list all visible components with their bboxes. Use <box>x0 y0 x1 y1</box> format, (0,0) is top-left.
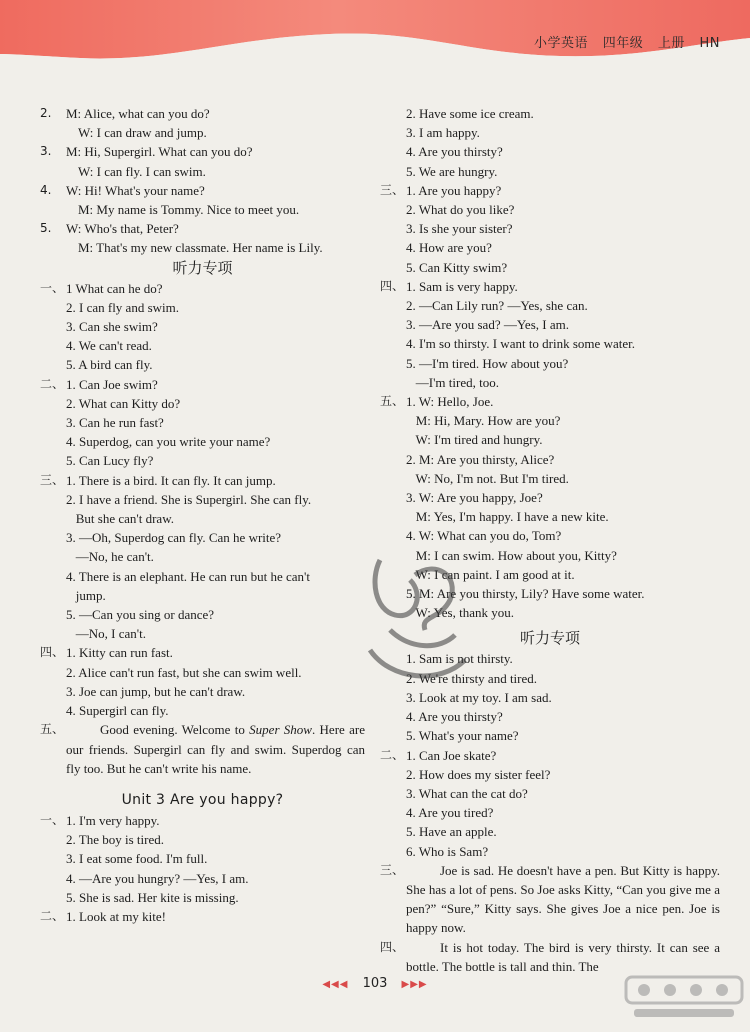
right-listening-heading: 听力专项 <box>519 629 580 648</box>
line-text: 5. Can Kitty swim? <box>406 259 508 275</box>
dialogue-line <box>40 104 365 123</box>
unit-heading: Unit 3 Are you happy? <box>121 791 284 808</box>
section-marker <box>40 849 66 868</box>
answer-line <box>40 701 365 720</box>
left-dialogue-block <box>40 104 365 258</box>
dialogue-line <box>40 200 365 219</box>
section-marker <box>40 567 66 586</box>
line-text: M: That's my new classmate. Her name is Lily. <box>78 240 323 256</box>
line-text: 1. Look at my kite! <box>66 908 167 924</box>
line-text: 3. I am happy. <box>406 125 480 141</box>
dialogue-line <box>40 123 365 142</box>
item-number <box>40 238 66 257</box>
answer-line <box>40 528 365 547</box>
answer-line <box>40 432 365 451</box>
answer-line <box>380 219 720 238</box>
section-marker: 四、 <box>40 645 65 660</box>
section-marker <box>40 298 66 317</box>
section-marker <box>380 238 406 257</box>
section-marker <box>380 822 406 841</box>
answer-line <box>40 413 365 432</box>
answer-line <box>40 682 365 701</box>
section-marker <box>380 469 406 488</box>
header-book-info <box>524 32 720 51</box>
section-marker: 一、 <box>40 280 65 295</box>
section-marker <box>40 490 66 509</box>
answer-line <box>380 803 720 822</box>
line-text: 5. She is sad. Her kite is missing. <box>66 889 239 905</box>
para-text: Good evening. Welcome to <box>100 722 250 738</box>
answer-line <box>40 907 365 926</box>
section-marker <box>380 296 406 315</box>
section-marker: 三、 <box>380 862 405 877</box>
answer-line <box>40 317 365 336</box>
line-text: W: No, I'm not. But I'm tired. <box>406 470 569 486</box>
line-text: 1. Sam is not thirsty. <box>406 651 513 667</box>
header-volume: 上册 <box>657 36 685 51</box>
line-text: 2. The boy is tired. <box>66 832 164 848</box>
section-marker <box>380 258 406 277</box>
header-grade: 四年级 <box>602 36 644 51</box>
answer-line <box>40 375 365 394</box>
section-marker <box>40 547 66 566</box>
section-marker <box>380 726 406 745</box>
line-text: 3. Joe can jump, but he can't draw. <box>66 683 246 699</box>
section-marker <box>380 488 406 507</box>
section-marker: 二、 <box>40 908 65 923</box>
answer-line <box>380 334 720 353</box>
section-marker: 三、 <box>40 472 65 487</box>
answer-line <box>40 849 365 868</box>
line-text: 3. Look at my toy. I am sad. <box>406 689 552 705</box>
answer-line <box>380 104 720 123</box>
section-marker <box>40 830 66 849</box>
section-marker: 一、 <box>40 812 65 827</box>
answer-line <box>380 354 720 373</box>
next-arrows-icon: ▶▶▶ <box>401 979 428 990</box>
answer-site-logo-icon <box>624 975 744 1021</box>
line-text: 1. Sam is very happy. <box>406 278 518 294</box>
line-text: 1. Can Joe skate? <box>406 747 497 763</box>
line-text: 3. What can the cat do? <box>406 785 528 801</box>
line-text: W: I'm tired and hungry. <box>406 432 543 448</box>
answer-line <box>40 888 365 907</box>
section-marker <box>380 803 406 822</box>
corner-watermark-logo <box>624 975 744 1026</box>
answer-line <box>40 643 365 662</box>
section-marker <box>380 450 406 469</box>
right-section-three-paragraph <box>380 861 720 938</box>
line-text: 5. Have an apple. <box>406 824 497 840</box>
line-text: jump. <box>66 587 106 603</box>
line-text: 4. How are you? <box>406 240 492 256</box>
answer-line <box>40 355 365 374</box>
line-text: W: I can fly. I can swim. <box>78 163 206 179</box>
section-marker <box>40 336 66 355</box>
section-marker <box>40 509 66 528</box>
section-marker <box>40 355 66 374</box>
line-text: 2. M: Are you thirsty, Alice? <box>406 451 555 467</box>
line-text: —No, he can't. <box>66 549 154 565</box>
line-text: —No, I can't. <box>66 626 146 642</box>
answer-line <box>380 258 720 277</box>
section-marker <box>380 334 406 353</box>
line-text: 5. Can Lucy fly? <box>66 453 154 469</box>
line-text: W: I can paint. I am good at it. <box>406 566 575 582</box>
answer-line <box>380 411 720 430</box>
para-italic: Super Show <box>249 722 312 738</box>
answer-line <box>380 450 720 469</box>
section-marker <box>380 104 406 123</box>
section-marker <box>380 315 406 334</box>
line-text: 2. How does my sister feel? <box>406 766 551 782</box>
section-marker <box>380 162 406 181</box>
line-text: 1. W: Hello, Joe. <box>406 394 494 410</box>
answer-line <box>380 488 720 507</box>
section-marker <box>380 219 406 238</box>
section-marker <box>40 624 66 643</box>
section-marker <box>40 663 66 682</box>
dialogue-line <box>40 142 365 161</box>
answer-line <box>380 842 720 861</box>
section-marker <box>380 765 406 784</box>
section-marker <box>380 142 406 161</box>
page-header <box>0 0 750 70</box>
line-text: 3. W: Are you happy, Joe? <box>406 490 543 506</box>
answer-line <box>40 471 365 490</box>
line-text: M: Alice, what can you do? <box>66 106 210 121</box>
line-text: 4. Are you thirsty? <box>406 709 503 725</box>
section-marker <box>40 701 66 720</box>
header-edition: HN <box>699 36 720 51</box>
answer-line <box>40 509 365 528</box>
line-text: 1. Kitty can run fast. <box>66 645 173 661</box>
line-text: 4. There is an elephant. He can run but he can't <box>66 568 310 584</box>
line-text: 2. —Can Lily run? —Yes, she can. <box>406 298 588 314</box>
para-text: . Here are our friends. Supergirl can fly and swim. Superdog can fly too. But he can't write his name. <box>66 722 365 776</box>
answer-line <box>380 430 720 449</box>
item-number <box>40 162 66 181</box>
answer-line <box>40 490 365 509</box>
line-text: 5. A bird can fly. <box>66 357 153 373</box>
section-marker <box>40 451 66 470</box>
page-number: 103 <box>362 976 388 991</box>
answer-line <box>40 811 365 830</box>
line-text: M: Hi, Supergirl. What can you do? <box>66 144 253 160</box>
line-text: 5. —Can you sing or dance? <box>66 607 215 623</box>
line-text: 1. Are you happy? <box>406 182 502 198</box>
line-text: 5. We are hungry. <box>406 163 498 179</box>
line-text: 2. I can fly and swim. <box>66 299 180 315</box>
line-text: 4. W: What can you do, Tom? <box>406 528 562 544</box>
answer-line <box>380 181 720 200</box>
section-marker: 二、 <box>380 747 405 762</box>
left-unit3-block <box>40 811 365 926</box>
line-text: 4. I'm so thirsty. I want to drink some water. <box>406 336 635 352</box>
line-text: M: My name is Tommy. Nice to meet you. <box>78 202 300 218</box>
line-text: 4. Superdog, can you write your name? <box>66 434 271 450</box>
item-number: 3. <box>40 144 52 159</box>
line-text: 2. Alice can't run fast, but she can swim well. <box>66 664 302 680</box>
section-marker <box>40 394 66 413</box>
left-listening-heading: 听力专项 <box>172 258 233 277</box>
answer-line <box>40 586 365 605</box>
line-text: But she can't draw. <box>66 511 174 527</box>
item-number: 5. <box>40 221 52 236</box>
line-text: 3. Can she swim? <box>66 319 158 335</box>
left-listening-block <box>40 279 365 721</box>
section-marker: 五、 <box>380 394 405 409</box>
section-marker <box>380 430 406 449</box>
line-text: 6. Who is Sam? <box>406 843 489 859</box>
item-number <box>40 200 66 219</box>
line-text: 4. —Are you hungry? —Yes, I am. <box>66 870 249 886</box>
para-text: It is hot today. The bird is very thirsty. It can see a bottle. The bottle is tall and thin. The <box>406 939 720 974</box>
line-text: 3. Is she your sister? <box>406 221 513 237</box>
line-text: 1. There is a bird. It can fly. It can jump. <box>66 472 276 488</box>
line-text: 5. —I'm tired. How about you? <box>406 355 569 371</box>
item-number: 4. <box>40 182 52 197</box>
line-text: 3. —Are you sad? —Yes, I am. <box>406 317 569 333</box>
section-marker <box>40 682 66 701</box>
left-section-five-paragraph <box>40 720 365 778</box>
answer-line <box>380 392 720 411</box>
answer-line <box>40 298 365 317</box>
answer-line <box>40 605 365 624</box>
answer-line <box>40 663 365 682</box>
line-text: 1 What can he do? <box>66 280 163 296</box>
answer-line <box>380 277 720 296</box>
section-marker <box>380 784 406 803</box>
section-marker: 二、 <box>40 376 65 391</box>
line-text: M: Yes, I'm happy. I have a new kite. <box>406 509 609 525</box>
line-text: M: I can swim. How about you, Kitty? <box>406 547 617 563</box>
section-marker <box>40 888 66 907</box>
section-marker <box>380 354 406 373</box>
line-text: W: Who's that, Peter? <box>66 221 179 237</box>
answer-line <box>380 822 720 841</box>
section-marker <box>380 200 406 219</box>
section-marker: 四、 <box>380 939 405 954</box>
header-subject: 小学英语 <box>534 36 589 51</box>
answer-line <box>40 279 365 298</box>
section-marker: 五、 <box>40 722 65 737</box>
line-text: 2. Have some ice cream. <box>406 106 534 121</box>
answer-line <box>380 200 720 219</box>
answer-line <box>40 830 365 849</box>
para-text: Joe is sad. He doesn't have a pen. But Kitty is happy. She has a lot of pens. So Joe asks Kitty, “Can you give me a pen?” “Sure,” Kitty says. She gives Joe a nice pen. Joe is happy now. <box>406 862 720 936</box>
section-marker <box>40 317 66 336</box>
line-text: —I'm tired, too. <box>406 374 499 390</box>
line-text: 4. Are you thirsty? <box>406 144 503 160</box>
section-marker <box>40 586 66 605</box>
stamp-watermark-icon <box>340 520 490 720</box>
line-text: 1. I'm very happy. <box>66 812 160 828</box>
line-text: 5. What's your name? <box>406 728 519 744</box>
answer-line <box>380 765 720 784</box>
item-number: 2. <box>40 106 52 120</box>
line-text: W: Hi! What's your name? <box>66 182 205 198</box>
section-marker <box>380 123 406 142</box>
dialogue-line <box>40 219 365 238</box>
line-text: 3. —Oh, Superdog can fly. Can he write? <box>66 530 282 546</box>
answer-line <box>380 123 720 142</box>
item-number <box>40 123 66 142</box>
line-text: 3. Can he run fast? <box>66 415 164 431</box>
answer-line <box>40 624 365 643</box>
section-marker <box>380 373 406 392</box>
answer-line <box>380 162 720 181</box>
answer-line <box>380 142 720 161</box>
answer-line <box>40 451 365 470</box>
answer-line <box>40 547 365 566</box>
line-text: 3. I eat some food. I'm full. <box>66 851 208 867</box>
section-marker <box>40 605 66 624</box>
answer-line <box>380 373 720 392</box>
line-text: M: Hi, Mary. How are you? <box>406 413 561 429</box>
line-text: 2. I have a friend. She is Supergirl. She can fly. <box>66 491 312 507</box>
section-marker <box>40 432 66 451</box>
line-text: W: Yes, thank you. <box>406 605 514 621</box>
dialogue-line <box>40 238 365 257</box>
line-text: W: I can draw and jump. <box>78 125 207 141</box>
answer-line <box>380 726 720 745</box>
line-text: 2. What can Kitty do? <box>66 395 181 411</box>
section-marker: 三、 <box>380 182 405 197</box>
dialogue-line <box>40 162 365 181</box>
section-marker <box>40 869 66 888</box>
answer-line <box>380 315 720 334</box>
right-section-four-paragraph <box>380 938 720 976</box>
line-text: 2. We're thirsty and tired. <box>406 670 538 686</box>
answer-line <box>40 869 365 888</box>
section-marker <box>40 413 66 432</box>
line-text: 4. We can't read. <box>66 338 152 354</box>
line-text: 4. Are you tired? <box>406 805 494 821</box>
line-text: 2. What do you like? <box>406 202 515 218</box>
answer-line <box>380 296 720 315</box>
section-marker <box>380 411 406 430</box>
answer-line <box>380 469 720 488</box>
answer-line <box>380 746 720 765</box>
line-text: 1. Can Joe swim? <box>66 376 158 392</box>
answer-line <box>380 238 720 257</box>
line-text: 5. M: Are you thirsty, Lily? Have some water. <box>406 586 645 602</box>
answer-line <box>40 567 365 586</box>
answer-line <box>380 784 720 803</box>
answer-line <box>40 394 365 413</box>
section-marker: 四、 <box>380 278 405 293</box>
section-marker <box>380 842 406 861</box>
line-text: 4. Supergirl can fly. <box>66 703 169 719</box>
prev-arrows-icon: ◀◀◀ <box>322 979 349 990</box>
dialogue-line <box>40 181 365 200</box>
section-marker <box>40 528 66 547</box>
answer-line <box>40 336 365 355</box>
left-column <box>40 104 365 926</box>
